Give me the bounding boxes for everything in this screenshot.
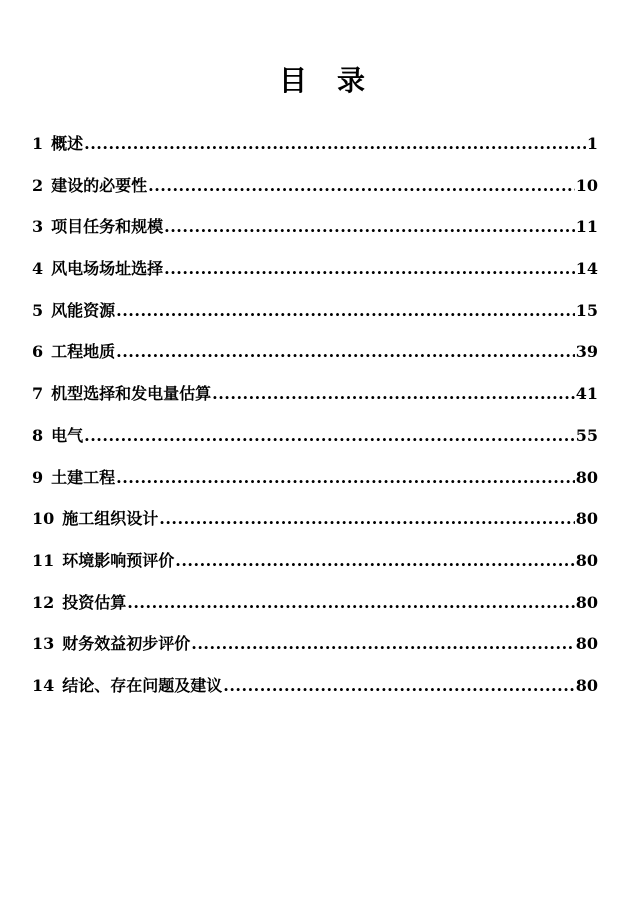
toc-entry-page: 10 <box>575 175 598 195</box>
toc-entry-title: 财务效益初步评价 <box>62 634 191 654</box>
toc-entry-title: 施工组织设计 <box>62 509 159 529</box>
toc-entry-page: 80 <box>575 509 598 529</box>
toc-entry-number: 5 <box>32 300 44 320</box>
toc-entry-title: 工程地质 <box>51 342 116 362</box>
toc-dot-leader <box>175 548 574 574</box>
toc-entry-title: 环境影响预评价 <box>62 550 175 570</box>
toc-entry-title: 建设的必要性 <box>51 175 148 195</box>
toc-dot-leader <box>116 298 575 324</box>
toc-entry-page: 80 <box>575 467 598 487</box>
toc-entry[interactable] <box>32 214 598 256</box>
toc-dot-leader <box>116 339 575 365</box>
toc-entry-title: 电气 <box>51 425 84 445</box>
toc-entry[interactable] <box>32 590 598 632</box>
toc-entry-number: 6 <box>32 342 44 362</box>
toc-entry-page: 80 <box>575 675 598 695</box>
toc-entry-title: 风能资源 <box>51 300 116 320</box>
toc-entry-number: 1 <box>32 134 44 153</box>
toc-entry-number: 10 <box>32 509 55 529</box>
toc-entry[interactable] <box>32 381 598 423</box>
toc-dot-leader <box>84 131 586 157</box>
toc-dot-leader <box>164 256 575 282</box>
toc-dot-leader <box>127 590 574 616</box>
toc-entry-page: 14 <box>575 259 598 279</box>
toc-entry[interactable] <box>32 548 598 590</box>
toc-dot-leader <box>116 465 575 491</box>
toc-entry[interactable] <box>32 506 598 548</box>
toc-entry[interactable] <box>32 465 598 507</box>
toc-dot-leader <box>159 506 574 532</box>
toc-entry-title: 风电场场址选择 <box>51 259 164 279</box>
toc-entry[interactable] <box>32 298 598 340</box>
toc-entry-number: 13 <box>32 634 55 654</box>
toc-entry-number: 8 <box>32 425 44 445</box>
toc-entry-page: 80 <box>575 550 598 570</box>
toc-entry[interactable] <box>32 423 598 465</box>
toc-dot-leader <box>84 423 575 449</box>
toc-entry[interactable] <box>32 131 598 173</box>
toc-entry-page: 80 <box>575 592 598 612</box>
toc-entry-page: 15 <box>575 300 598 320</box>
toc-entry-number: 2 <box>32 175 44 195</box>
toc-entry[interactable] <box>32 256 598 298</box>
toc-entry-number: 11 <box>32 550 55 570</box>
toc-entry[interactable] <box>32 631 598 673</box>
toc-entry-number: 4 <box>32 259 44 279</box>
toc-entry-number: 14 <box>32 675 55 695</box>
toc-entry-page: 80 <box>575 634 598 654</box>
toc-entry-page: 55 <box>575 425 598 445</box>
toc-dot-leader <box>164 214 575 240</box>
toc-dot-leader <box>148 173 575 199</box>
toc-entry-number: 12 <box>32 592 55 612</box>
toc-dot-leader <box>191 631 574 657</box>
table-of-contents <box>32 131 598 715</box>
toc-dot-leader <box>212 381 575 407</box>
page-title-char-1: 目 <box>278 63 307 97</box>
page-title <box>0 61 644 101</box>
toc-dot-leader <box>223 673 574 699</box>
toc-entry-title: 投资估算 <box>62 592 127 612</box>
toc-entry-title: 结论、存在问题及建议 <box>62 675 223 695</box>
toc-entry-title: 土建工程 <box>51 467 116 487</box>
toc-entry-page: 1 <box>586 134 598 153</box>
toc-entry[interactable] <box>32 173 598 215</box>
toc-entry-page: 41 <box>575 384 598 404</box>
toc-entry-title: 概述 <box>51 134 84 153</box>
toc-entry-title: 机型选择和发电量估算 <box>51 384 212 404</box>
toc-entry-title: 项目任务和规模 <box>51 217 164 237</box>
toc-entry-number: 7 <box>32 384 44 404</box>
toc-entry-number: 9 <box>32 467 44 487</box>
toc-entry-page: 11 <box>575 217 598 237</box>
toc-entry[interactable] <box>32 673 598 715</box>
toc-entry[interactable] <box>32 339 598 381</box>
toc-entry-page: 39 <box>575 342 598 362</box>
page-title-char-2: 录 <box>337 63 366 97</box>
toc-entry-number: 3 <box>32 217 44 237</box>
